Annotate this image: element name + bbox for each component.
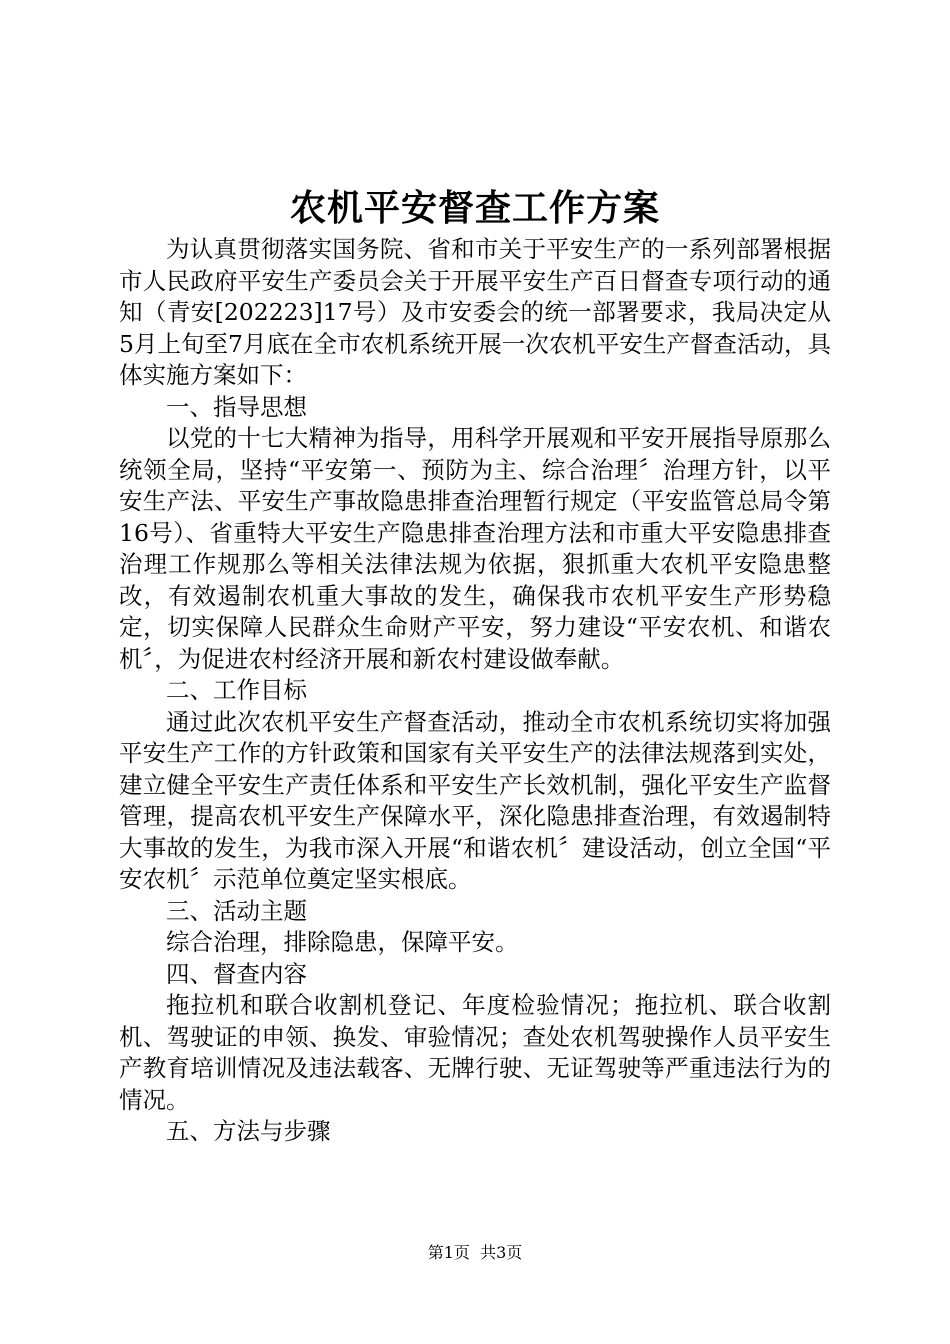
intro-paragraph: 为认真贯彻落实国务院、省和市关于平安生产的一系列部署根据市人民政府平安生产委员会关于开展平安生产百日督查专项行动的通知（青安[202223]17号）及市安委会的统一部署要求，我局决定从5月上旬至7月底在全市农机系统开展一次农机平安生产督查活动，具体实施方案如下：	[119, 235, 831, 389]
page-footer	[0, 1243, 950, 1263]
guiding-ideology-paragraph: 以党的十七大精神为指导，用科学开展观和平安开展指导原那么统领全局，坚持“平安第一、预防为主、综合治理〞治理方针，以平安生产法、平安生产事故隐患排查治理暂行规定（平安监管总局令第16号）、省重特大平安生产隐患排查治理方法和市重大平安隐患排查治理工作规那么等相关法律法规为依据，狠抓重大农机平安隐患整改，有效遏制农机重大事故的发生，确保我市农机平安生产形势稳定，切实保障人民群众生命财产平安，努力建设“平安农机、和谐农机〞，为促进农村经济开展和新农村建设做奉献。	[119, 424, 831, 673]
work-goals-paragraph: 通过此次农机平安生产督查活动，推动全市农机系统切实将加强平安生产工作的方针政策和国家有关平安生产的法律法规落到实处，建立健全平安生产责任体系和平安生产长效机制，强化平安生产监督管理，提高农机平安生产保障水平，深化隐患排查治理，有效遏制特大事故的发生，为我市深入开展“和谐农机〞建设活动，创立全国“平安农机〞示范单位奠定坚实根底。	[119, 707, 831, 893]
section-heading-activity-theme: 三、活动主题	[166, 896, 307, 925]
document-title: 农机平安督查工作方案	[289, 187, 660, 229]
section-heading-inspection-content: 四、督查内容	[166, 959, 307, 988]
inspection-content-paragraph: 拖拉机和联合收割机登记、年度检验情况；拖拉机、联合收割机、驾驶证的申领、换发、审验情况；查处农机驾驶操作人员平安生产教育培训情况及违法载客、无牌行驶、无证驾驶等严重违法行为的情况。	[119, 991, 831, 1114]
document-body	[119, 234, 831, 1148]
page-number-label: 第1页 共3页	[427, 1243, 523, 1262]
section-heading-guiding-ideology: 一、指导思想	[166, 392, 307, 421]
section-heading-work-goals: 二、工作目标	[166, 676, 307, 704]
section-heading-methods-steps: 五、方法与步骤	[166, 1117, 331, 1145]
activity-theme-paragraph: 综合治理，排除隐患，保障平安。	[166, 928, 519, 956]
